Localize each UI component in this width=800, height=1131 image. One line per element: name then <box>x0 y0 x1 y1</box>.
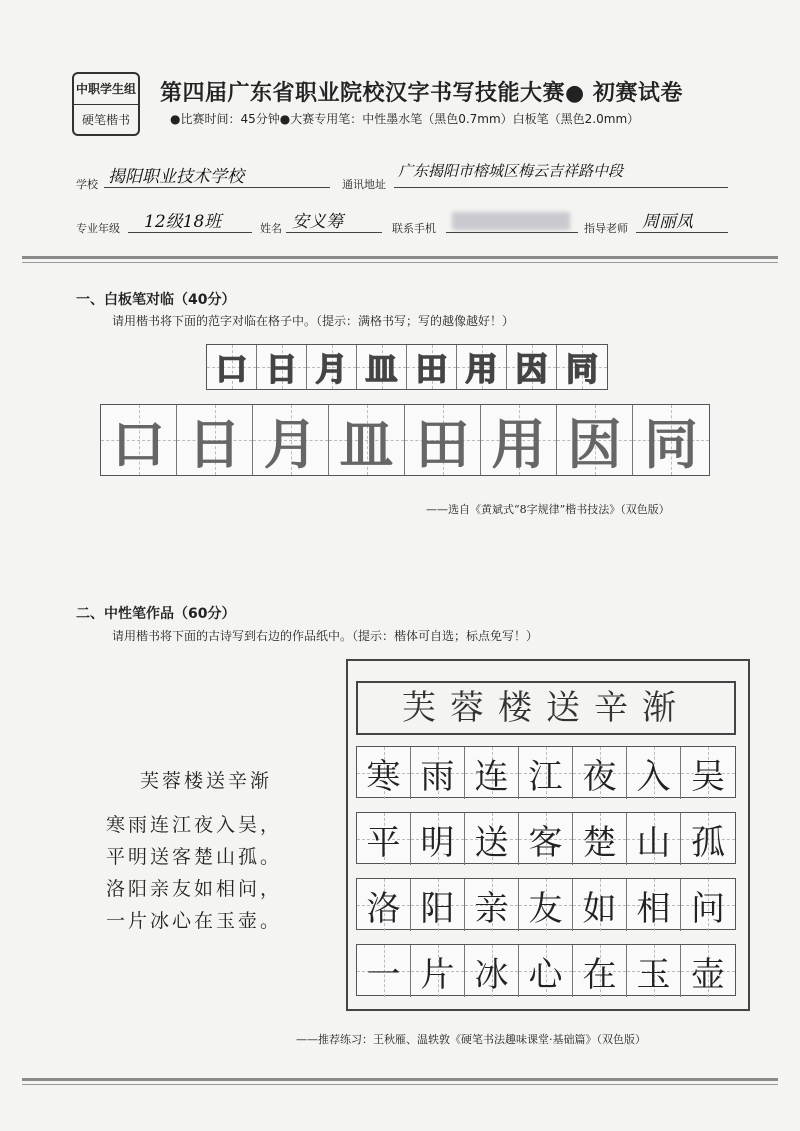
practice-char-grid <box>100 404 710 476</box>
model-char-cell: 皿 <box>357 345 407 389</box>
practice-char-cell: 用 <box>481 405 557 475</box>
section1-instruction: 请用楷书将下面的范字对临在格子中。（提示：满格书写；写的越像越好！） <box>112 314 515 328</box>
footer-divider-thin <box>22 1084 778 1085</box>
school-value: 揭阳职业技术学校 <box>108 167 244 187</box>
work-char-cell: 明 <box>411 813 465 865</box>
work-char-cell: 雨 <box>411 747 465 799</box>
teacher-value: 周丽凤 <box>642 212 693 232</box>
model-char-cell: 用 <box>457 345 507 389</box>
work-char-cell: 一 <box>357 945 411 997</box>
poem-line: 洛阳亲友如相问， <box>106 878 283 900</box>
model-char-cell: 日 <box>257 345 307 389</box>
work-row <box>356 878 736 930</box>
model-char-cell: 同 <box>557 345 607 389</box>
work-row <box>356 812 736 864</box>
work-char-cell: 楚 <box>573 813 627 865</box>
poem-line: 一片冰心在玉壶。 <box>106 910 283 932</box>
school-underline <box>104 187 330 188</box>
work-char-cell: 夜 <box>573 747 627 799</box>
section1-heading: 一、白板笔对临（40分） <box>76 292 236 308</box>
section2-heading: 二、中性笔作品（60分） <box>76 606 236 622</box>
practice-char-cell: 因 <box>557 405 633 475</box>
work-char-cell: 友 <box>519 879 573 931</box>
footer-divider <box>22 1078 778 1081</box>
work-char-cell: 亲 <box>465 879 519 931</box>
section2-instruction: 请用楷书将下面的古诗写到右边的作品纸中。（提示：楷体可自选；标点免写！） <box>112 629 539 643</box>
grade-label: 专业年级 <box>76 222 120 235</box>
work-title: 芙蓉楼送辛渐 <box>356 681 736 735</box>
page-title: 第四届广东省职业院校汉字书写技能大赛● 初赛试卷 <box>160 81 683 106</box>
grade-underline <box>128 232 252 233</box>
school-label: 学校 <box>76 178 98 191</box>
badge-group-label: 中职学生组 <box>74 74 138 105</box>
work-row <box>356 944 736 996</box>
work-char-cell: 孤 <box>681 813 735 865</box>
work-char-cell: 平 <box>357 813 411 865</box>
group-badge <box>72 72 140 136</box>
address-label: 通讯地址 <box>342 178 386 191</box>
work-row <box>356 746 736 798</box>
poem-title: 芙蓉楼送辛渐 <box>140 770 273 792</box>
work-char-cell: 在 <box>573 945 627 997</box>
work-char-cell: 玉 <box>627 945 681 997</box>
work-char-cell: 入 <box>627 747 681 799</box>
poem-line: 寒雨连江夜入吴， <box>106 814 283 836</box>
model-char-grid <box>206 344 608 390</box>
practice-char-cell: 日 <box>177 405 253 475</box>
address-underline <box>394 187 728 188</box>
work-char-cell: 江 <box>519 747 573 799</box>
phone-redacted <box>452 212 570 230</box>
work-char-cell: 阳 <box>411 879 465 931</box>
name-underline <box>286 232 382 233</box>
work-char-cell: 冰 <box>465 945 519 997</box>
work-char-cell: 山 <box>627 813 681 865</box>
practice-char-cell: 皿 <box>329 405 405 475</box>
work-char-cell: 连 <box>465 747 519 799</box>
phone-label: 联系手机 <box>392 222 436 235</box>
page-subtitle: ●比赛时间：45分钟●大赛专用笔：中性墨水笔（黑色0.7mm）白板笔（黑色2.0mm） <box>170 112 640 126</box>
work-char-cell: 问 <box>681 879 735 931</box>
practice-char-cell: 同 <box>633 405 709 475</box>
work-char-cell: 洛 <box>357 879 411 931</box>
practice-char-cell: 口 <box>101 405 177 475</box>
model-char-cell: 口 <box>207 345 257 389</box>
section2-recommend: ——推荐练习：王秋雁、温轶敦《硬笔书法趣味课堂·基础篇》（双色版） <box>296 1033 646 1046</box>
teacher-underline <box>636 232 728 233</box>
work-char-cell: 寒 <box>357 747 411 799</box>
header-divider-thin <box>22 262 778 263</box>
section1-source: ——选自《黄斌式“8字规律”楷书技法》（双色版） <box>426 503 670 516</box>
teacher-label: 指导老师 <box>584 222 628 235</box>
header-divider <box>22 256 778 259</box>
work-char-cell: 壶 <box>681 945 735 997</box>
badge-category-label: 硬笔楷书 <box>81 113 130 127</box>
phone-underline <box>446 232 578 233</box>
name-label: 姓名 <box>260 222 282 235</box>
poem-line: 平明送客楚山孤。 <box>106 846 283 868</box>
model-char-cell: 田 <box>407 345 457 389</box>
grade-value: 12级18班 <box>144 212 222 232</box>
work-char-cell: 心 <box>519 945 573 997</box>
work-char-cell: 送 <box>465 813 519 865</box>
practice-char-cell: 田 <box>405 405 481 475</box>
work-char-cell: 相 <box>627 879 681 931</box>
work-char-cell: 如 <box>573 879 627 931</box>
practice-char-cell: 月 <box>253 405 329 475</box>
model-char-cell: 因 <box>507 345 557 389</box>
model-char-cell: 月 <box>307 345 357 389</box>
work-char-cell: 片 <box>411 945 465 997</box>
work-char-cell: 吴 <box>681 747 735 799</box>
address-value: 广东揭阳市榕城区梅云吉祥路中段 <box>398 162 624 180</box>
name-value: 安义筹 <box>292 212 343 232</box>
work-char-cell: 客 <box>519 813 573 865</box>
